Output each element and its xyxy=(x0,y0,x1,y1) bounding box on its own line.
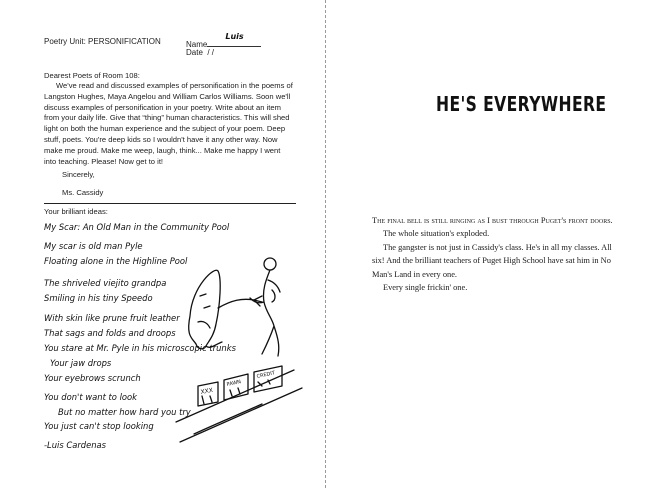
poem-line: The shriveled viejito grandpa xyxy=(44,278,167,288)
poem-signature: -Luis Cardenas xyxy=(44,440,107,450)
figure-body xyxy=(250,270,280,356)
right-page xyxy=(326,0,650,488)
paragraph: The gangster is not just in Cassidy's class. He's in all my classes. All six! And the brilliant teachers of Puget High School have sat him in No Man's Land in every one. xyxy=(372,242,612,279)
sign-pawn: PAWN xyxy=(226,379,242,388)
chapter-text xyxy=(372,214,616,294)
date-value: / / xyxy=(207,48,215,57)
date-row xyxy=(186,48,214,57)
letter-greeting: Dearest Poets of Room 108: xyxy=(44,71,140,80)
name-label: Name xyxy=(186,40,208,49)
poem-line: Smiling in his tiny Speedo xyxy=(44,293,153,303)
poem-line: But no matter how hard you try xyxy=(58,407,191,417)
poem-title: My Scar: An Old Man in the Community Pool xyxy=(44,222,230,232)
letter-body: We've read and discussed examples of personification in the poems of Langston Hughes, Maya Angelou and William Carlos Williams. Soon we'll discuss examples of personification in your poetry. Write about an item from your daily life. Give that “thing” human characteristics. This will shed light on both the human experience and the subject of your poem. Deep stuff, poets. You're deep kids so I wouldn't have it any other way. Now make me proud. Make me weep, laugh, think... Make me happy I went into teaching. Please! Now get to it! xyxy=(44,81,293,166)
sign-credit: CREDIT xyxy=(256,370,276,380)
poem-line: With skin like prune fruit leather xyxy=(44,313,180,323)
paragraph: The whole situation's exploded. xyxy=(383,229,490,239)
sign-xxx: XXX xyxy=(200,386,214,396)
ideas-label: Your brilliant ideas: xyxy=(44,207,108,216)
divider xyxy=(44,203,296,204)
figure-head xyxy=(264,258,276,270)
poem-line: You stare at Mr. Pyle in his microscopic trunks xyxy=(44,343,236,353)
old-man-head xyxy=(189,270,220,349)
letter-signer: Ms. Cassidy xyxy=(62,188,104,197)
poem-line: Your jaw drops xyxy=(50,358,112,368)
date-label: Date xyxy=(186,48,203,57)
letter-closing: Sincerely, xyxy=(62,170,95,179)
paragraph: Every single frickin' one. xyxy=(383,283,468,293)
name-line xyxy=(207,32,261,47)
chapter-title: HE'S EVERYWHERE xyxy=(436,92,607,116)
poem-line: Your eyebrows scrunch xyxy=(44,373,141,383)
unit-label: Poetry Unit: PERSONIFICATION xyxy=(44,37,161,46)
poem-line: You don't want to look xyxy=(44,392,138,402)
poem-line: My scar is old man Pyle xyxy=(44,241,143,251)
opening-paragraph: The final bell is still ringing as I bust through Puget's front doors. xyxy=(372,216,613,225)
poem-line: Floating alone in the Highline Pool xyxy=(44,256,188,266)
reaching-arm xyxy=(218,299,254,308)
doodle-sketch xyxy=(170,246,310,446)
name-value: Luis xyxy=(225,32,244,41)
poem-line: That sags and folds and droops xyxy=(44,328,176,338)
poem-line: You just can't stop looking xyxy=(44,421,154,431)
